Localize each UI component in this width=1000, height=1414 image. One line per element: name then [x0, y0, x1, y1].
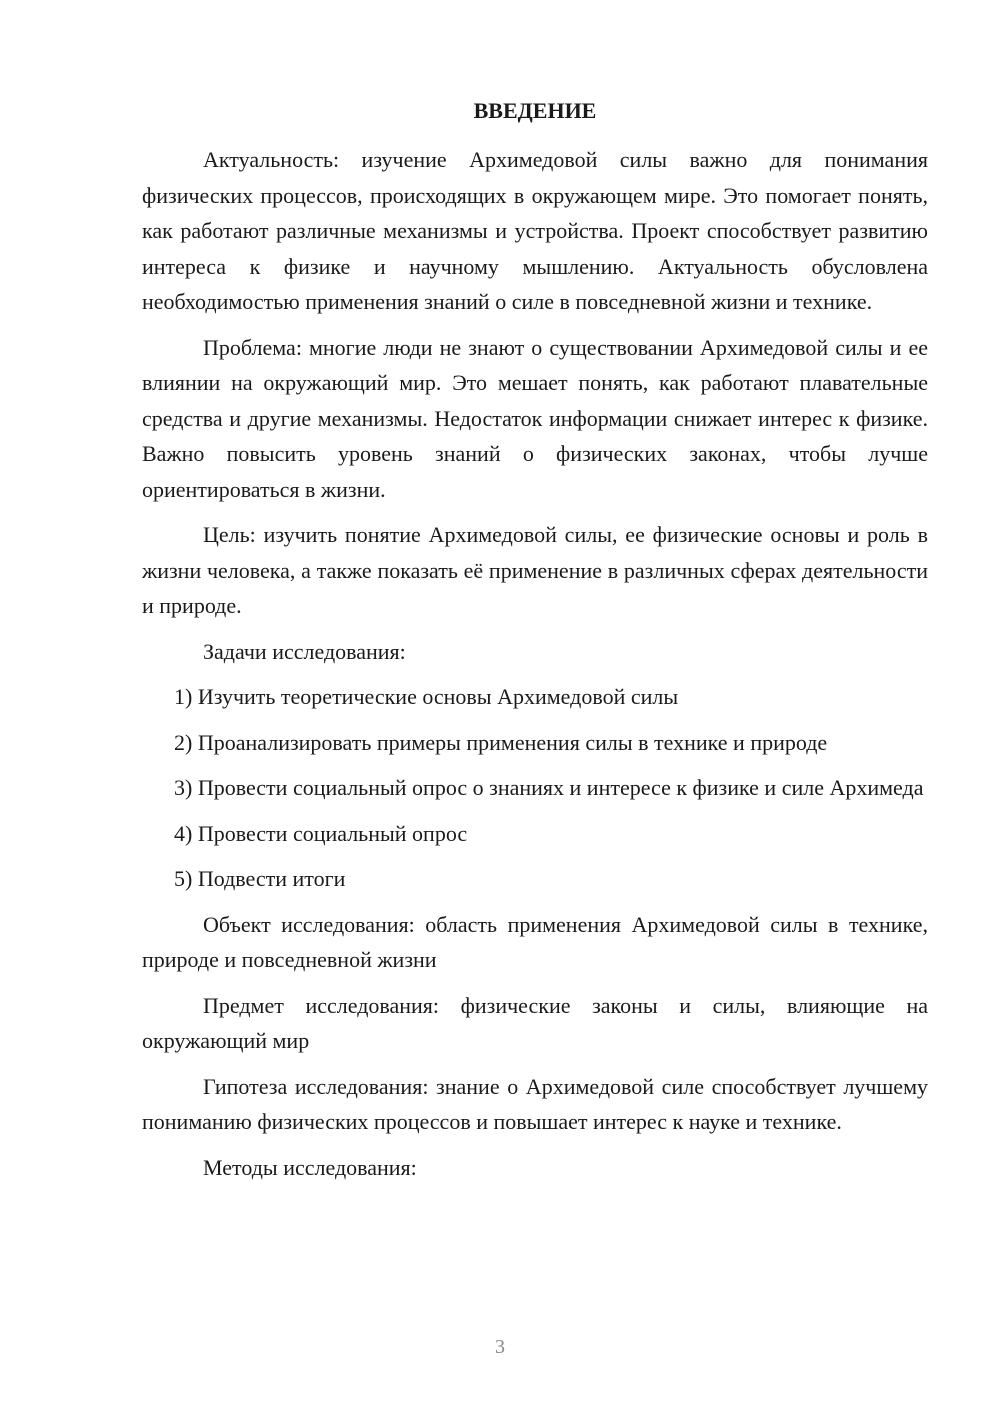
list-item: 4) Провести социальный опрос — [174, 820, 468, 846]
problem-paragraph: Проблема: многие люди не знают о существовании Архимедовой силы и ее влиянии на окружающий мир. Это мешает понять, как работают плавательные средства и другие механизмы. Недостаток информации снижает интерес к физике. Важно повысить уровень знаний о физических законах, чтобы лучше ориентироваться в жизни. — [142, 334, 928, 502]
object-paragraph: Объект исследования: область применения Архимедовой силы в технике, природе и повседневной жизни — [142, 911, 928, 972]
page-number: 3 — [495, 1336, 505, 1358]
subject-paragraph: Предмет исследования: физические законы и силы, влияющие на окружающий мир — [142, 992, 928, 1053]
list-item: 3) Провести социальный опрос о знаниях и интересе к физике и силе Архимеда — [174, 775, 924, 800]
methods-heading: Методы исследования: — [203, 1154, 417, 1180]
hypothesis-paragraph: Гипотеза исследования: знание о Архимедовой силе способствует лучшему пониманию физических процессов и повышает интерес к науке и технике. — [142, 1073, 928, 1134]
document-body — [142, 142, 928, 1195]
list-item: 2) Проанализировать примеры применения силы в технике и природе — [174, 729, 828, 755]
list-item: 1) Изучить теоретические основы Архимедовой силы — [174, 684, 679, 709]
document-title: ВВЕДЕНИЕ — [473, 98, 597, 123]
tasks-heading: Задачи исследования: — [203, 638, 406, 664]
list-item: 5) Подвести итоги — [174, 866, 346, 891]
goal-paragraph: Цель: изучить понятие Архимедовой силы, ее физические основы и роль в жизни человека, а также показать её применение в различных сферах деятельности и природе. — [142, 522, 928, 618]
tasks-list — [142, 679, 928, 897]
relevance-paragraph: Актуальность: изучение Архимедовой силы важно для понимания физических процессов, происходящих в окружающем мире. Это помогает понять, как работают различные механизмы и устройства. Проект способствует развитию интереса к физике и научному мышлению. Актуальность обусловлена необходимостью применения знаний о силе в повседневной жизни и технике. — [142, 147, 928, 314]
